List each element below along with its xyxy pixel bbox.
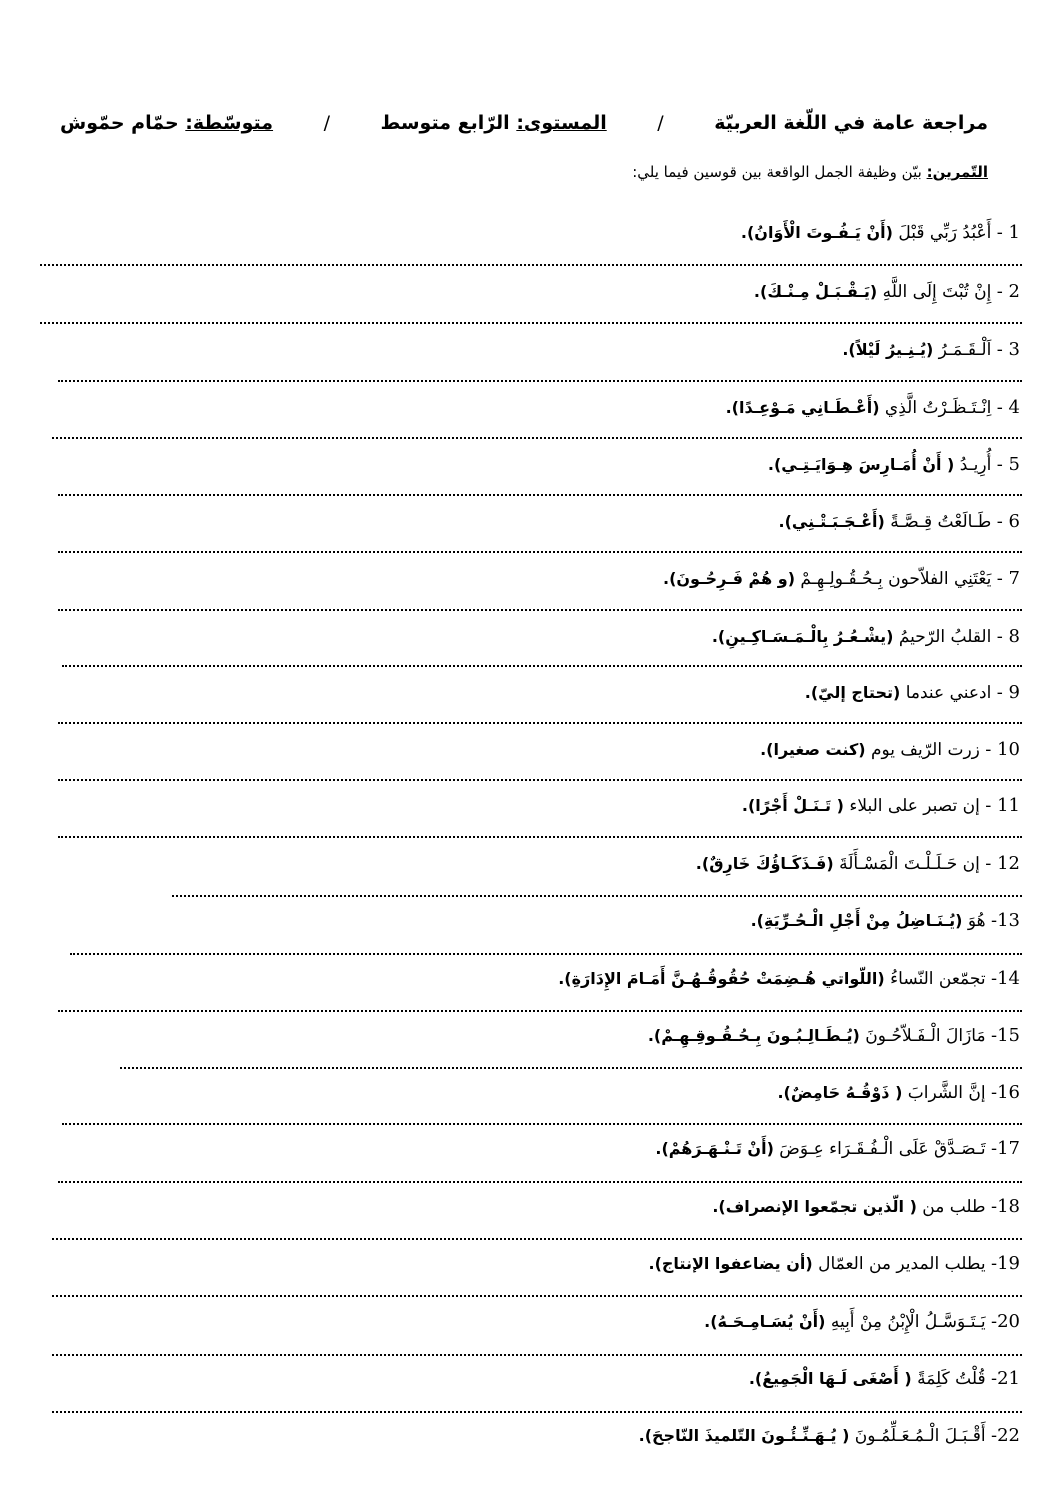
exercise-number: 3 - <box>996 339 1020 360</box>
exercise-number: 9 - <box>996 682 1020 703</box>
exercise-bracketed-clause: (أَعْـطَـانِي مَـوْعِـدًا). <box>725 398 880 417</box>
exercise-item <box>40 337 1020 363</box>
answer-line[interactable] <box>58 1010 1022 1012</box>
answer-line[interactable] <box>58 609 1022 611</box>
header-level <box>381 112 607 134</box>
exercise-number: 5 - <box>996 454 1020 475</box>
exercise-item <box>40 1251 1020 1277</box>
exercise-bracketed-clause: ( ذَوْقُـهُ حَامِضٌ). <box>777 1083 903 1102</box>
header-separator: / <box>323 112 330 134</box>
exercise-item <box>40 1136 1020 1162</box>
exercise-item <box>40 1423 1020 1449</box>
exercise-bracketed-clause: (يَـقْـبَـلْ مِـنْـكَ). <box>753 282 878 301</box>
worksheet-header <box>60 112 988 142</box>
exercise-number: 21- <box>991 1368 1020 1389</box>
exercise-sentence: مَازَالَ الْـفَـلاّحُـونَ <box>865 1026 986 1046</box>
exercise-item <box>40 566 1020 592</box>
answer-line[interactable] <box>52 1411 1022 1413</box>
exercise-item <box>40 624 1020 650</box>
exercise-number: 2 - <box>996 281 1020 302</box>
exercise-sentence: اَلْـقَـمَـرُ <box>938 340 992 360</box>
exercise-item <box>40 908 1020 934</box>
answer-line[interactable] <box>58 551 1022 553</box>
exercise-number: 6 - <box>996 511 1020 532</box>
exercise-bracketed-clause: ( أَصْغَى لَـهَا الْجَمِيعُ). <box>748 1369 912 1388</box>
exercise-item <box>40 680 1020 706</box>
exercise-bracketed-clause: (فَـذَكَـاؤُكَ خَارِقٌ). <box>695 854 834 873</box>
exercise-bracketed-clause: (كنت صغيرا). <box>760 740 866 759</box>
exercise-sentence: يطلب المدير من العمّال <box>818 1254 986 1274</box>
exercise-bracketed-clause: (أَنْ تَـنْـهَـرَهُمْ). <box>655 1139 774 1158</box>
exercise-number: 14- <box>991 968 1020 989</box>
exercise-number: 1 - <box>996 222 1020 243</box>
exercise-number: 17- <box>991 1138 1020 1159</box>
level-label: المستوى: <box>516 112 607 134</box>
answer-line[interactable] <box>172 895 1022 897</box>
exercise-instruction <box>60 163 988 181</box>
exercise-item <box>40 966 1020 992</box>
school-value: حمّام حمّوش <box>60 112 179 134</box>
exercise-number: 22- <box>991 1425 1020 1446</box>
exercise-bracketed-clause: (يشْـعُـرُ بِالْـمَـسَـاكِـينِ). <box>711 627 894 646</box>
exercise-item <box>40 1023 1020 1049</box>
exercise-bracketed-clause: ( تَـنَـلْ أَجْرًا). <box>741 796 844 815</box>
exercise-item <box>40 851 1020 877</box>
exercise-sentence: أُرِيـدُ <box>959 455 992 475</box>
answer-line[interactable] <box>52 1354 1022 1356</box>
answer-line[interactable] <box>52 437 1022 439</box>
exercise-sentence: زرت الرّيف يوم <box>870 740 980 760</box>
exercise-sentence: أَعْبُدُ رَبِّي قَبْلَ <box>898 223 992 243</box>
answer-line[interactable] <box>58 494 1022 496</box>
exercise-bracketed-clause: (و هُمْ فَـرِحُـونَ). <box>662 569 795 588</box>
exercise-bracketed-clause: (أَعْـجَـبَـتْـنِي). <box>778 512 885 531</box>
exercise-bracketed-clause: (أَنْ يُسَـامِـحَـهُ). <box>704 1312 826 1331</box>
exercise-sentence: إنَّ الشَّرابَ <box>907 1083 986 1103</box>
answer-line[interactable] <box>58 380 1022 382</box>
exercise-bracketed-clause: (تحتاج إليّ). <box>804 683 901 702</box>
exercise-item <box>40 793 1020 819</box>
exercise-bracketed-clause: (اللّواتي هُـضِمَتْ حُقُوقُـهُـنَّ أَمَـامَ الإِدَارَةِ). <box>558 969 885 988</box>
instruction-label: التّمرين: <box>926 163 988 181</box>
header-separator: / <box>657 112 664 134</box>
answer-line[interactable] <box>62 665 1022 667</box>
exercise-sentence: اِنْـتَـظَـرْتُ الَّذِي <box>884 398 992 418</box>
exercise-number: 12 - <box>985 853 1020 874</box>
answer-line[interactable] <box>58 722 1022 724</box>
answer-line[interactable] <box>40 264 1022 266</box>
exercise-number: 19- <box>991 1253 1020 1274</box>
exercise-item <box>40 1080 1020 1106</box>
instruction-text: بيّن وظيفة الجمل الواقعة بين قوسين فيما يلي: <box>632 163 922 181</box>
exercise-item <box>40 452 1020 478</box>
exercise-number: 7 - <box>996 568 1020 589</box>
exercise-number: 11 - <box>985 795 1020 816</box>
exercise-item <box>40 1366 1020 1392</box>
exercise-number: 8 - <box>996 626 1020 647</box>
exercise-number: 4 - <box>996 397 1020 418</box>
exercise-number: 18- <box>991 1196 1020 1217</box>
exercise-number: 10 - <box>985 739 1020 760</box>
exercise-item <box>40 1194 1020 1220</box>
exercise-number: 15- <box>991 1025 1020 1046</box>
header-title: مراجعة عامة في اللّغة العربيّة <box>714 112 988 134</box>
exercise-sentence: ادعني عندما <box>905 683 992 703</box>
exercise-number: 13- <box>991 910 1020 931</box>
exercise-bracketed-clause: (يُـنَـاضِلُ مِنْ أَجْلِ الْـحُـرِّيَةِ). <box>750 911 963 930</box>
exercise-sentence: القلبُ الرّحيمُ <box>898 627 992 647</box>
exercise-number: 16- <box>991 1082 1020 1103</box>
answer-line[interactable] <box>120 1067 1022 1069</box>
answer-line[interactable] <box>52 1238 1022 1240</box>
level-value: الرّابع متوسط <box>380 112 510 134</box>
exercise-item <box>40 220 1020 246</box>
answer-line[interactable] <box>58 779 1022 781</box>
exercise-bracketed-clause: (يُـنِـيرُ لَيْلاً). <box>842 340 934 359</box>
exercise-item <box>40 737 1020 763</box>
exercise-sentence: قُلْتُ كَلِمَةً <box>917 1369 986 1389</box>
answer-line[interactable] <box>40 322 1022 324</box>
exercise-item <box>40 279 1020 305</box>
exercise-sentence: هُوَ <box>967 911 986 931</box>
exercise-bracketed-clause: (يُـطَـالِـبُـونَ بِـحُـقُـوقِـهِـمْ). <box>647 1026 860 1045</box>
exercise-sentence: إن حَـلَـلْـتَ الْمَسْـأَلَةَ <box>839 854 980 874</box>
exercise-sentence: طَـالَعْتُ قِـصَّـةً <box>890 512 992 532</box>
exercise-sentence: أَقْـبَـلَ الْـمُـعَـلِّمُـونَ <box>854 1426 986 1446</box>
exercise-sentence: إِنْ تُبْتَ إِلَى اللَّهِ <box>882 282 992 302</box>
header-school <box>60 112 273 134</box>
answer-line[interactable] <box>58 1181 1022 1183</box>
exercise-sentence: تَـصَـدَّقْ عَلَى الْـفُـقَـرَاء عِـوَضَ <box>779 1139 986 1159</box>
exercise-number: 20- <box>991 1311 1020 1332</box>
answer-line[interactable] <box>58 836 1022 838</box>
exercise-bracketed-clause: ( أَنْ أُمَـارِسَ هِـوَايَـتِـي). <box>767 455 955 474</box>
exercise-sentence: طلب من <box>922 1197 986 1217</box>
exercise-sentence: يَـتَـوَسَّـلُ الْإِبْنُ مِنْ أَبِيهِ <box>830 1312 986 1332</box>
exercise-bracketed-clause: (أَنْ يَـفُـوتَ الْأَوَانُ). <box>740 223 893 242</box>
school-label: متوسّطة: <box>185 112 274 134</box>
answer-line[interactable] <box>70 953 1022 955</box>
exercise-bracketed-clause: ( يُـهَـنِّـئُـونَ التّلميذَ النّاجحَ). <box>638 1426 850 1445</box>
exercise-sentence: تجمّعن النّساءُ <box>890 969 986 989</box>
exercise-item <box>40 1309 1020 1335</box>
answer-line[interactable] <box>62 1123 1022 1125</box>
answer-line[interactable] <box>52 1295 1022 1297</box>
exercise-sentence: يَعْتَنِي الفلاّحون بِـحُـقُـولِـهِـمْ <box>800 569 992 589</box>
exercise-item <box>40 509 1020 535</box>
exercise-sentence: إن تصبر على البلاء <box>849 796 980 816</box>
exercise-item <box>40 395 1020 421</box>
exercise-bracketed-clause: ( الّذين تجمّعوا الإنصراف). <box>712 1197 917 1216</box>
exercise-bracketed-clause: (أن يضاعفوا الإنتاج). <box>648 1254 813 1273</box>
